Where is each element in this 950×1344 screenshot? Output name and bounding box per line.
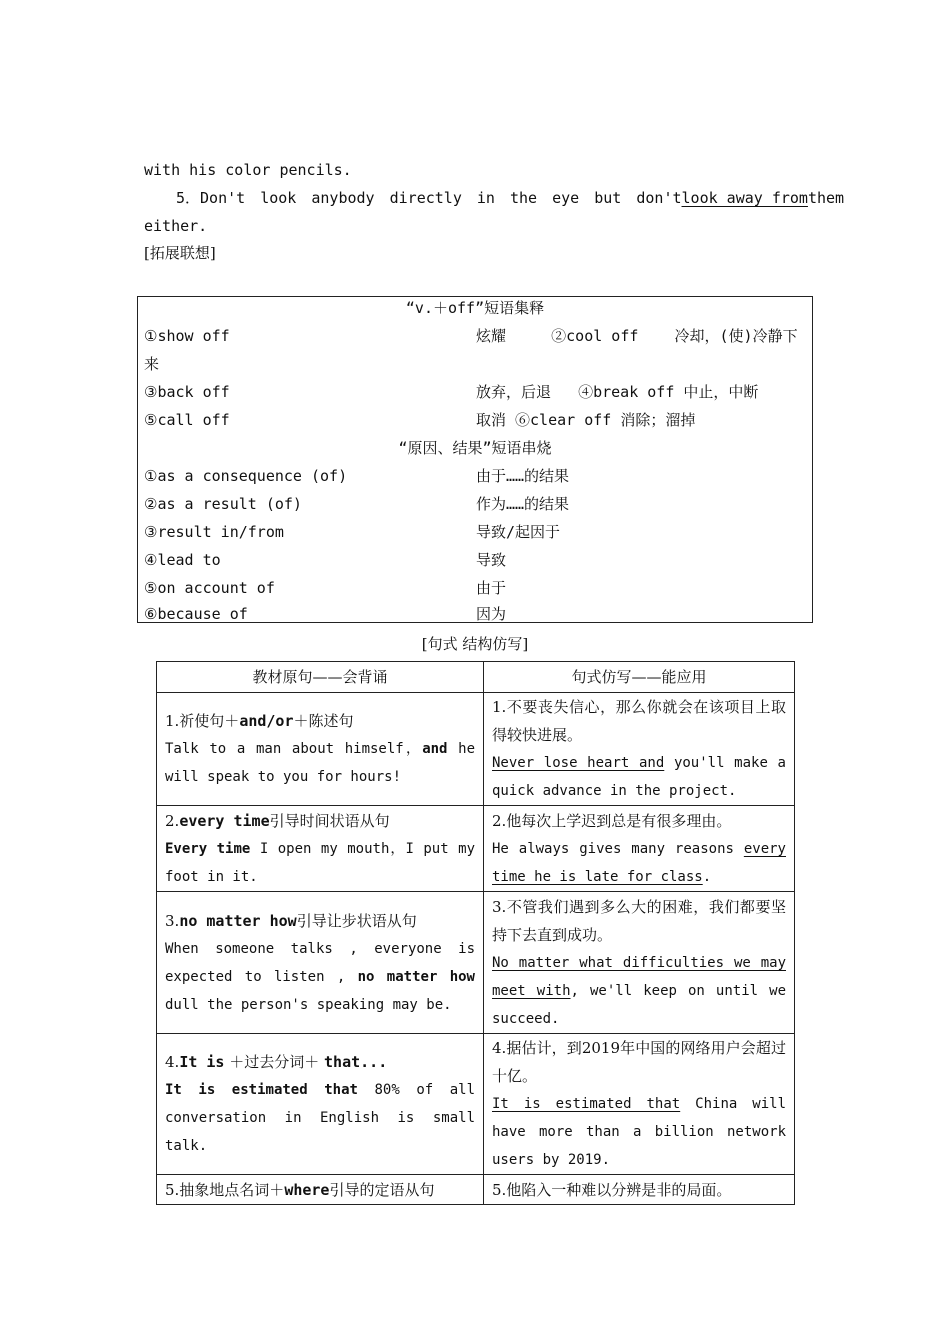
- right-cell: 4.据估计，到2019年中国的网络用户会超过十亿。 It is estimated that China will have more than a billion network users by 2019.: [484, 1034, 795, 1175]
- phrase: ①as a consequence (of): [144, 467, 348, 485]
- right-cell: 1.不要丧失信心，那么你就会在该项目上取得较快进展。 Never lose heart and you'll make a quick advance in the project.: [484, 693, 795, 806]
- meaning: 炫耀 ②cool off 冷却，(使)冷静下: [476, 327, 798, 345]
- left-cell: 3.no matter how引导让步状语从句 When someone talks , everyone is expected to listen , no matter how dull the person's speaking may be.: [157, 892, 484, 1034]
- text-line: either.: [144, 217, 208, 235]
- table-header-row: [157, 662, 795, 693]
- section-title: [句式 结构仿写]: [421, 635, 529, 653]
- right-cell: 2.他每次上学迟到总是有很多理由。 He always gives many reasons every time he is late for class.: [484, 806, 795, 892]
- answer-blank: No matter what difficulties we may meet with: [492, 954, 786, 999]
- phrase: ⑥because of: [144, 605, 248, 623]
- phrase: ②as a result (of): [144, 495, 302, 513]
- header-left: 教材原句——会背诵: [157, 662, 484, 693]
- meaning: 导致: [476, 551, 507, 569]
- item-text-end: them: [807, 189, 845, 207]
- item-number: 5．: [176, 189, 201, 207]
- table-row: [157, 806, 795, 892]
- phrase: ④lead to: [144, 551, 221, 569]
- meaning: 因为: [476, 605, 507, 623]
- phrase-box: [137, 296, 813, 623]
- section-heading: [拓展联想]: [144, 244, 216, 262]
- table-row: [157, 1175, 795, 1205]
- phrase: 来: [144, 355, 160, 373]
- box-title: “v.＋off”短语集释: [405, 299, 545, 317]
- meaning: 取消 ⑥clear off 消除；溜掉: [476, 411, 696, 429]
- text-line: with his color pencils.: [144, 161, 352, 179]
- meaning: 放弃，后退 ④break off 中止，中断: [476, 383, 759, 401]
- sentence-table: [156, 661, 795, 1205]
- item-text: Don't look anybody directly in the eye but don't: [200, 189, 682, 207]
- right-cell: 5.他陷入一种难以分辨是非的局面。: [484, 1175, 795, 1205]
- meaning: 由于: [476, 579, 507, 597]
- left-cell: 5.抽象地点名词＋where引导的定语从句: [157, 1175, 484, 1205]
- answer-blank: every time he is late for class: [492, 840, 786, 885]
- answer-blank: look away from: [681, 189, 808, 207]
- phrase: ③result in/from: [144, 523, 284, 541]
- left-cell: 4.It is ＋过去分词＋ that... It is estimated that 80% of all conversation in English is small talk.: [157, 1034, 484, 1175]
- header-right: 句式仿写——能应用: [484, 662, 795, 693]
- phrase: ⑤call off: [144, 411, 230, 429]
- meaning: 导致/起因于: [476, 523, 561, 541]
- answer-blank: It is estimated that: [492, 1096, 681, 1112]
- right-cell: 3.不管我们遇到多么大的困难，我们都要坚持下去直到成功。 No matter what difficulties we may meet with, we'll keep on until we succeed.: [484, 892, 795, 1034]
- item-5: [144, 184, 845, 212]
- box-title: “原因、结果”短语串烧: [398, 439, 552, 457]
- phrase: ③back off: [144, 383, 230, 401]
- meaning: 作为……的结果: [476, 495, 570, 513]
- left-cell: 2.every time引导时间状语从句 Every time I open my mouth，I put my foot in it.: [157, 806, 484, 892]
- meaning: 由于……的结果: [476, 467, 570, 485]
- left-cell: 1.祈使句＋and/or＋陈述句 Talk to a man about himself，and he will speak to you for hours!: [157, 693, 484, 806]
- table-row: [157, 693, 795, 806]
- table-row: [157, 1034, 795, 1175]
- answer-blank: Never lose heart and: [492, 755, 665, 771]
- phrase: ⑤on account of: [144, 579, 275, 597]
- table-row: [157, 892, 795, 1034]
- phrase: ①show off: [144, 327, 230, 345]
